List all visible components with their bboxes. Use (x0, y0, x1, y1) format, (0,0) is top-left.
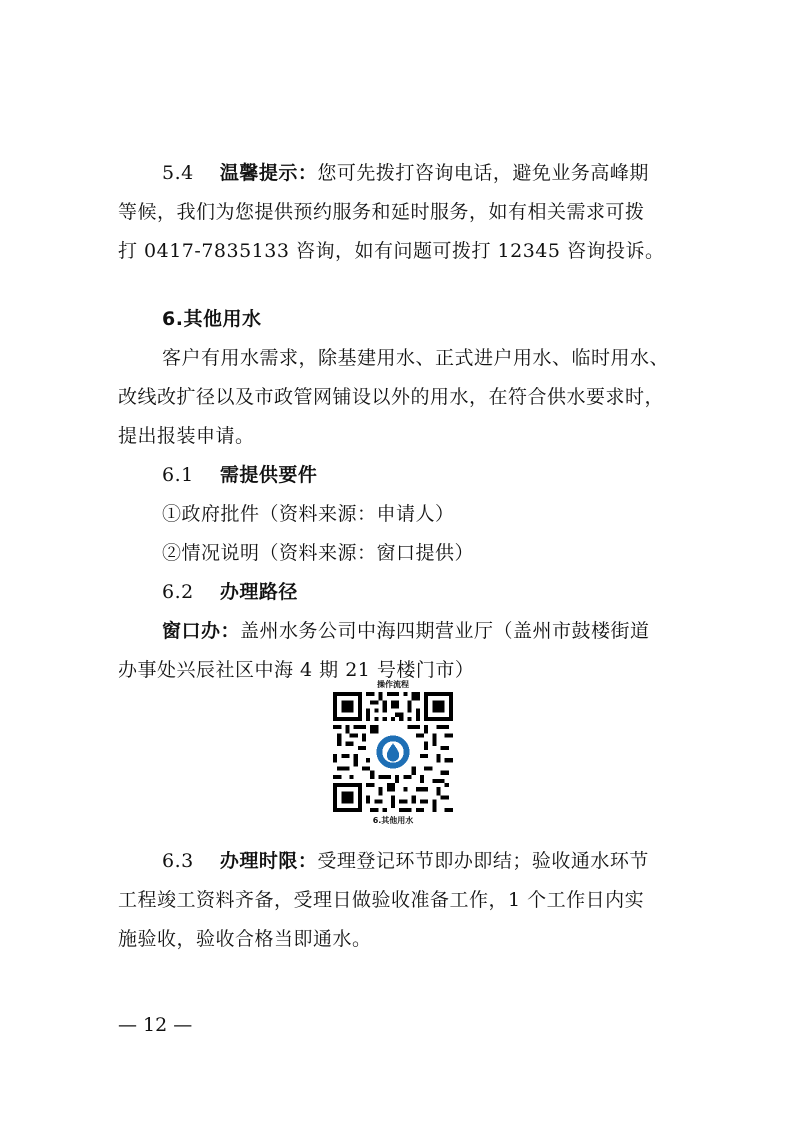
window-line1 (162, 619, 650, 643)
section-heading: 办理路径 (219, 581, 298, 603)
page-number: — 12 — (118, 1014, 193, 1036)
section-number: 6.3 (162, 850, 194, 872)
section-6-para-line3: 提出报装申请。 (118, 425, 255, 447)
qr-code-block (328, 680, 458, 830)
section-heading: 办理时限： (219, 850, 318, 872)
qr-caption-bottom: 6.其他用水 (372, 816, 414, 825)
section-6-3-line2: 工程竣工资料齐备，受理日做验收准备工作，1 个工作日内实 (118, 889, 645, 911)
qr-center-logo-icon (374, 733, 411, 770)
window-line2: 办事处兴辰社区中海 4 期 21 号楼门市） (118, 659, 475, 681)
qr-finder-bottom-left (333, 783, 362, 812)
paragraph-text: 您可先拨打咨询电话，避免业务高峰期 (317, 162, 649, 184)
section-heading: 温馨提示： (219, 162, 318, 184)
section-6-2-heading-line (162, 580, 298, 604)
window-label: 窗口办： (162, 620, 241, 642)
section-6-title: 6.其他用水 (162, 308, 262, 330)
section-number: 6.1 (162, 464, 194, 486)
requirement-item-2: ②情况说明（资料来源：窗口提供） (162, 542, 475, 564)
section-6-para-line1: 客户有用水需求，除基建用水、正式进户用水、临时用水、 (162, 347, 670, 369)
section-6-3-line1 (162, 849, 649, 873)
qr-finder-top-right (424, 692, 453, 721)
qr-finder-top-left (333, 692, 362, 721)
qr-caption-top: 操作流程 (377, 680, 409, 689)
section-5-4-line2: 等候，我们为您提供预约服务和延时服务，如有相关需求可拨 (118, 201, 645, 223)
requirement-item-1: ①政府批件（资料来源：申请人） (162, 503, 455, 525)
section-6-3-line3: 施验收，验收合格当即通水。 (118, 928, 372, 950)
section-number: 6.2 (162, 581, 194, 603)
section-6-1-heading-line (162, 463, 317, 487)
section-6-para-line2: 改线改扩径以及市政管网铺设以外的用水，在符合供水要求时， (118, 386, 665, 408)
qr-code-image (333, 692, 453, 812)
section-number: 5.4 (162, 162, 194, 184)
paragraph-text: 受理登记环节即办即结；验收通水环节 (317, 850, 649, 872)
section-5-4-line3: 打 0417-7835133 咨询，如有问题可拨打 12345 咨询投诉。 (118, 240, 665, 262)
window-address: 盖州水务公司中海四期营业厅（盖州市鼓楼街道 (240, 620, 650, 642)
section-5-4-line1 (162, 161, 649, 185)
section-heading: 需提供要件 (219, 464, 318, 486)
